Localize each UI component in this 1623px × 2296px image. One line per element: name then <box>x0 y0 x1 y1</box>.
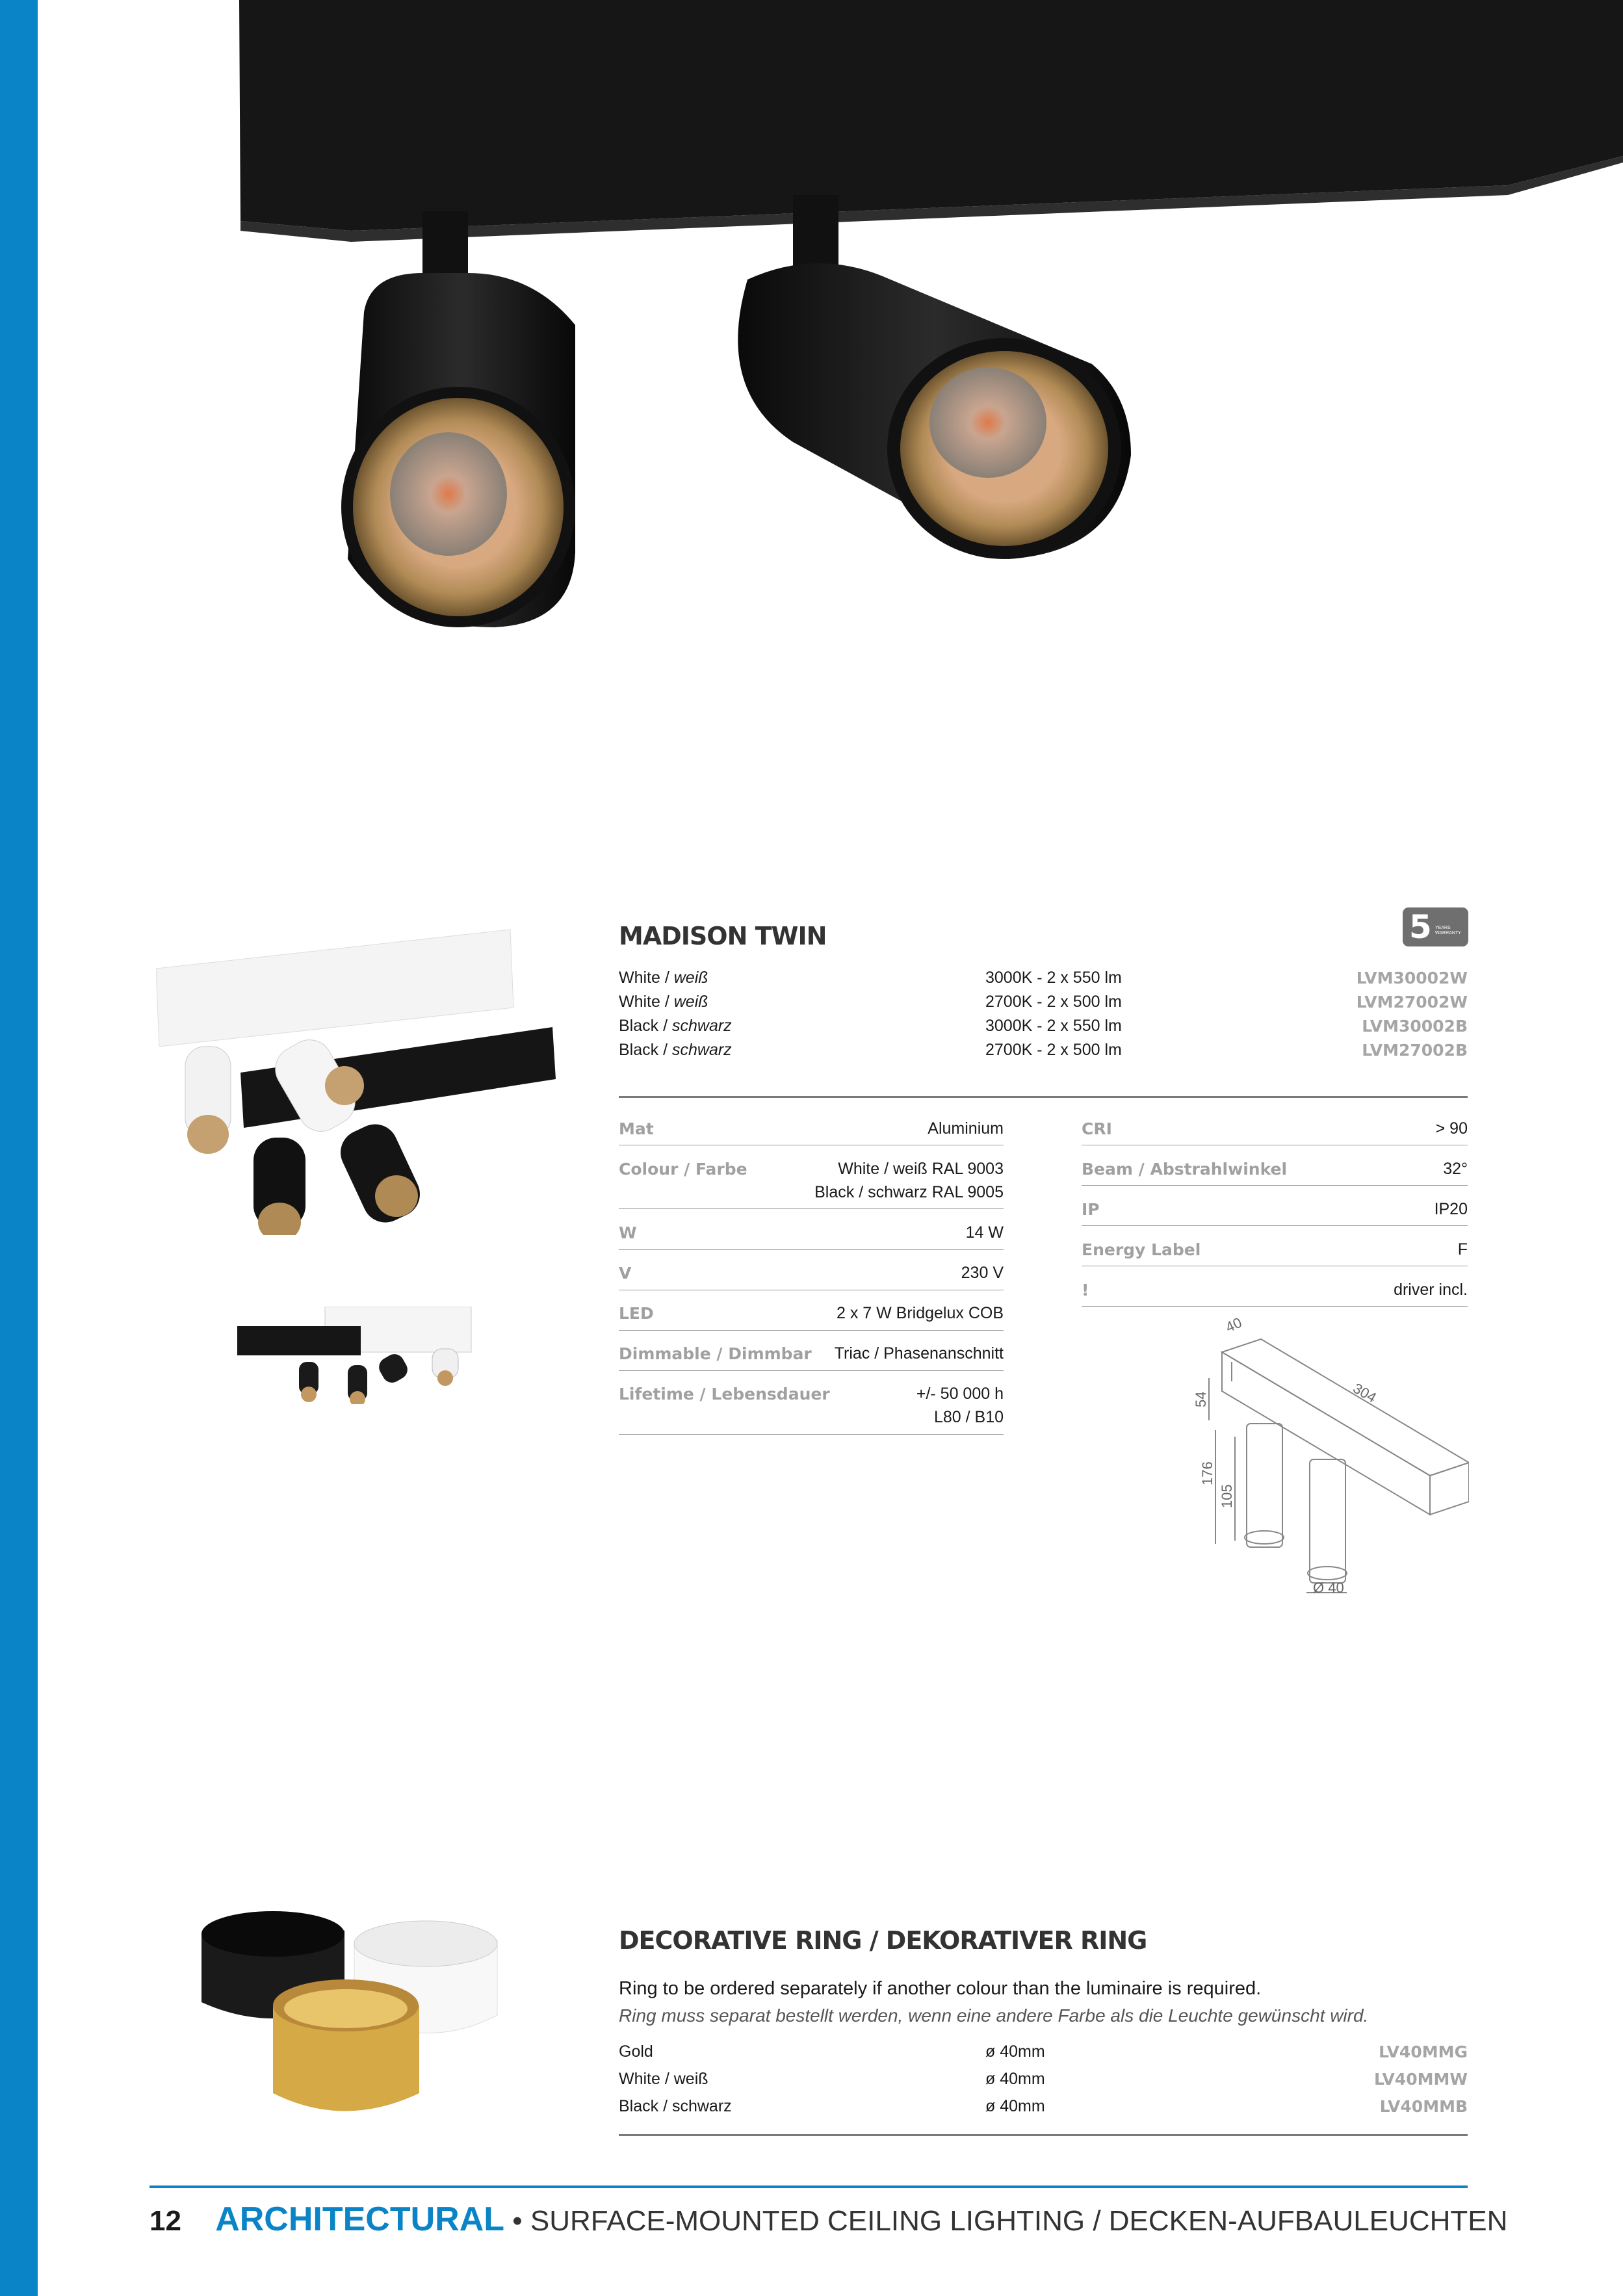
page-number: 12 <box>149 2205 181 2237</box>
variant-colour: Black / schwarz <box>619 1017 732 1035</box>
product-thumbnail-rails <box>156 923 565 1235</box>
sidebar-accent-bar <box>0 0 38 2296</box>
footer-subtitle: SURFACE-MOUNTED CEILING LIGHTING / DECKEN-AUFBAULEUCHTEN <box>530 2205 1508 2237</box>
spec-value: 32° <box>1443 1160 1468 1178</box>
variant-spec: 2700K - 2 x 500 lm <box>985 993 1122 1011</box>
variant-code: LVM30002W <box>1356 969 1468 987</box>
variant-table <box>619 969 1468 1066</box>
spec-divider <box>619 1330 1004 1331</box>
ring-size: ø 40mm <box>985 2042 1045 2061</box>
dim-width: 40 <box>1223 1314 1245 1336</box>
spec-divider <box>619 1208 1004 1209</box>
spec-label: CRI <box>1082 1119 1112 1138</box>
spec-label: Energy Label <box>1082 1240 1201 1259</box>
dim-total-height: 176 <box>1199 1461 1215 1485</box>
section-divider <box>619 1096 1468 1098</box>
variant-spec: 3000K - 2 x 550 lm <box>985 1017 1122 1035</box>
ring-variant-table <box>619 2042 1468 2120</box>
spec-label: W <box>619 1223 637 1242</box>
ring-size: ø 40mm <box>985 2070 1045 2088</box>
ring-colour: Black / schwarz <box>619 2097 732 2115</box>
ring-title: DECORATIVE RING / DEKORATIVER RING <box>619 1926 1147 1955</box>
dim-height-body: 54 <box>1193 1391 1209 1407</box>
spec-value: 230 V <box>961 1264 1004 1282</box>
ring-description: Ring to be ordered separately if another colour than the luminaire is required. <box>619 1978 1262 1999</box>
spec-divider <box>619 1249 1004 1250</box>
warranty-badge <box>1403 907 1468 946</box>
ring-colour: Gold <box>619 2042 653 2061</box>
spec-label: Lifetime / Lebensdauer <box>619 1385 830 1403</box>
spec-value: Triac / Phasenanschnitt <box>834 1344 1004 1363</box>
spec-label: LED <box>619 1304 654 1323</box>
spec-value: L80 / B10 <box>933 1408 1004 1426</box>
spec-value: +/- 50 000 h <box>916 1385 1004 1403</box>
spec-value: F <box>1457 1240 1468 1259</box>
spec-divider <box>1082 1225 1468 1226</box>
specs-left <box>619 1119 1004 1438</box>
spec-value: 14 W <box>965 1223 1004 1242</box>
spec-label: Colour / Farbe <box>619 1160 747 1179</box>
warranty-text: YEARS WARRANTY <box>1435 926 1461 935</box>
spec-divider <box>1082 1185 1468 1186</box>
dim-spot-height: 105 <box>1219 1484 1235 1508</box>
decorative-rings-photo <box>195 1905 507 2126</box>
spec-label: Dimmable / Dimmbar <box>619 1344 812 1363</box>
spec-label: ! <box>1082 1281 1089 1299</box>
spec-value: 2 x 7 W Bridgelux COB <box>836 1304 1004 1322</box>
ring-code: LV40MMW <box>1374 2070 1468 2089</box>
spec-label: Beam / Abstrahlwinkel <box>1082 1160 1288 1179</box>
variant-code: LVM30002B <box>1362 1017 1468 1036</box>
product-thumbnail-side <box>237 1307 474 1404</box>
spec-label: V <box>619 1264 632 1283</box>
spec-value: > 90 <box>1435 1119 1468 1138</box>
dim-diameter: Ø 40 <box>1313 1580 1344 1596</box>
variant-colour: White / weiß <box>619 993 708 1011</box>
specs-right <box>1082 1119 1468 1308</box>
spec-value: White / weiß RAL 9003 <box>838 1160 1004 1178</box>
variant-spec: 2700K - 2 x 500 lm <box>985 1041 1122 1059</box>
product-title: MADISON TWIN <box>619 922 827 950</box>
variant-spec: 3000K - 2 x 550 lm <box>985 969 1122 987</box>
dimension-drawing <box>1170 1313 1469 1599</box>
ring-size: ø 40mm <box>985 2097 1045 2115</box>
spec-divider <box>619 1434 1004 1435</box>
warranty-years: 5 <box>1409 908 1432 946</box>
footer-rule <box>149 2185 1468 2188</box>
spec-label: Mat <box>619 1119 654 1138</box>
spec-value: IP20 <box>1434 1200 1468 1218</box>
ring-colour: White / weiß <box>619 2070 708 2088</box>
spec-label: IP <box>1082 1200 1100 1219</box>
ring-code: LV40MMB <box>1379 2097 1468 2116</box>
spec-value: driver incl. <box>1394 1281 1468 1299</box>
ring-code: LV40MMG <box>1379 2042 1468 2061</box>
variant-code: LVM27002W <box>1356 993 1468 1011</box>
variant-colour: Black / schwarz <box>619 1041 732 1059</box>
page-footer <box>149 2200 1507 2239</box>
footer-bullet: • <box>512 2205 523 2237</box>
ring-description-de: Ring muss separat bestellt werden, wenn eine andere Farbe als die Leuchte gewünscht wird. <box>619 2005 1369 2026</box>
variant-colour: White / weiß <box>619 969 708 987</box>
ring-divider <box>619 2134 1468 2136</box>
dim-length: 304 <box>1350 1379 1379 1406</box>
hero-product-photo <box>234 0 1623 650</box>
spec-value: Aluminium <box>928 1119 1004 1138</box>
variant-code: LVM27002B <box>1362 1041 1468 1060</box>
section-name: ARCHITECTURAL <box>215 2200 505 2238</box>
spec-value: Black / schwarz RAL 9005 <box>814 1183 1004 1201</box>
spec-divider <box>1082 1306 1468 1307</box>
spec-divider <box>619 1370 1004 1371</box>
